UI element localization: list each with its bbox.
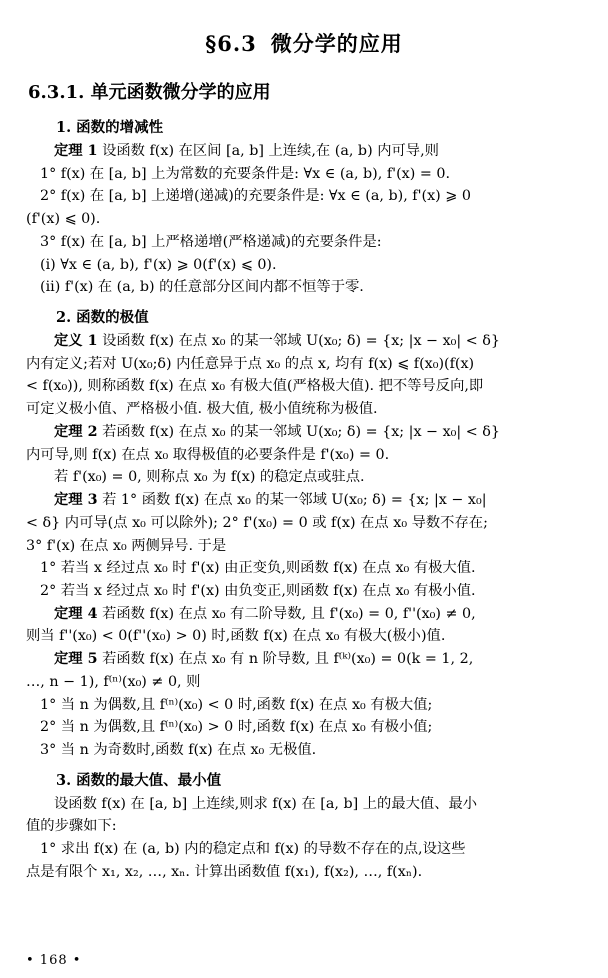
body-paragraph: 可定义极小值、严格极小值. 极大值, 极小值统称为极值. [26,401,378,418]
body-paragraph: < δ} 内可导(点 x₀ 可以除外); 2° f'(x₀) = 0 或 f(x) 在点 x₀ 导数不存在; [26,514,488,531]
body-paragraph: 值的步骤如下: [26,818,117,835]
body-paragraph: (f'(x) ⩽ 0). [26,211,101,228]
document-body [26,116,582,884]
body-paragraph: 点是有限个 x₁, x₂, …, xₙ. 计算出函数值 f(x₁), f(x₂), …, f(xₙ). [26,863,423,880]
page-number: • 168 • [26,953,82,968]
theorem-label: 定理 4 [54,605,98,622]
body-paragraph: 1° 求出 f(x) 在 (a, b) 内的稳定点和 f(x) 的导数不存在的点,设这些 [40,841,466,858]
body-paragraph: 2° f(x) 在 [a, b] 上递增(递减)的充要条件是: ∀x ∈ (a, b), f'(x) ⩾ 0 [40,188,471,205]
body-paragraph: 1° 若当 x 经过点 x₀ 时 f'(x) 由正变负,则函数 f(x) 在点 x₀ 有极大值. [40,560,476,577]
subsection-heading: 1. 函数的增减性 [56,119,164,136]
chapter-title [26,28,582,58]
body-paragraph: 2° 若当 x 经过点 x₀ 时 f'(x) 由负变正,则函数 f(x) 在点 x₀ 有极小值. [40,582,476,599]
body-paragraph: 1° f(x) 在 [a, b] 上为常数的充要条件是: ∀x ∈ (a, b), f'(x) = 0. [40,165,451,182]
chapter-title-text: 微分学的应用 [270,31,403,56]
body-paragraph: 内有定义;若对 U(x₀;δ) 内任意异于点 x₀ 的点 x, 均有 f(x) ⩽ f(x₀)(f(x) [26,355,475,372]
section-title: 6.3.1. 单元函数微分学的应用 [28,82,271,103]
body-paragraph: 定义 1 设函数 f(x) 在点 x₀ 的某一邻域 U(x₀; δ) = {x; |x − x₀| < δ} [54,333,500,350]
body-paragraph: (ii) f'(x) 在 (a, b) 的任意部分区间内都不恒等于零. [40,279,364,296]
body-paragraph: 定理 3 若 1° 函数 f(x) 在点 x₀ 的某一邻域 U(x₀; δ) = {x; |x − x₀| [54,492,487,509]
chapter-marker: §6.3 [205,31,257,56]
body-paragraph: 定理 2 若函数 f(x) 在点 x₀ 的某一邻域 U(x₀; δ) = {x; |x − x₀| < δ} [54,423,500,440]
body-paragraph: < f(x₀)), 则称函数 f(x) 在点 x₀ 有极大值(严格极大值). 把不等号反向,即 [26,378,484,395]
theorem-label: 定义 1 [54,333,98,350]
body-paragraph: 3° f'(x) 在点 x₀ 两侧异号. 于是 [26,537,227,554]
theorem-label: 定理 2 [54,423,98,440]
body-paragraph: (i) ∀x ∈ (a, b), f'(x) ⩾ 0(f'(x) ⩽ 0). [40,256,277,273]
theorem-label: 定理 1 [54,143,98,159]
body-paragraph: 3° 当 n 为奇数时,函数 f(x) 在点 x₀ 无极值. [40,741,317,758]
body-paragraph: 则当 f''(x₀) < 0(f''(x₀) > 0) 时,函数 f(x) 在点 x₀ 有极大(极小)值. [26,628,446,645]
subsection-heading: 2. 函数的极值 [56,309,149,327]
theorem-label: 定理 3 [54,492,98,509]
body-paragraph: 内可导,则 f(x) 在点 x₀ 取得极值的必要条件是 f'(x₀) = 0. [26,446,390,463]
body-paragraph: 3° f(x) 在 [a, b] 上严格递增(严格递减)的充要条件是: [40,233,382,250]
body-paragraph: 若 f'(x₀) = 0, 则称点 x₀ 为 f(x) 的稳定点或驻点. [54,469,365,486]
body-paragraph: 2° 当 n 为偶数,且 f⁽ⁿ⁾(x₀) > 0 时,函数 f(x) 在点 x₀ 有极小值; [40,719,433,736]
subsection-heading: 3. 函数的最大值、最小值 [56,771,222,789]
body-paragraph: 定理 4 若函数 f(x) 在点 x₀ 有二阶导数, 且 f'(x₀) = 0, f''(x₀) ≠ 0, [54,605,476,622]
theorem-label: 定理 5 [54,651,98,668]
body-paragraph: …, n − 1), f⁽ⁿ⁾(x₀) ≠ 0, 则 [26,673,201,690]
body-paragraph: 定理 1 设函数 f(x) 在区间 [a, b] 上连续,在 (a, b) 内可导,则 [54,143,439,159]
body-paragraph: 1° 当 n 为偶数,且 f⁽ⁿ⁾(x₀) < 0 时,函数 f(x) 在点 x₀ 有极大值; [40,696,433,713]
body-paragraph: 定理 5 若函数 f(x) 在点 x₀ 有 n 阶导数, 且 f⁽ᵏ⁾(x₀) = 0(k = 1, 2, [54,651,474,668]
body-paragraph: 设函数 f(x) 在 [a, b] 上连续,则求 f(x) 在 [a, b] 上的最大值、最小 [54,795,478,812]
